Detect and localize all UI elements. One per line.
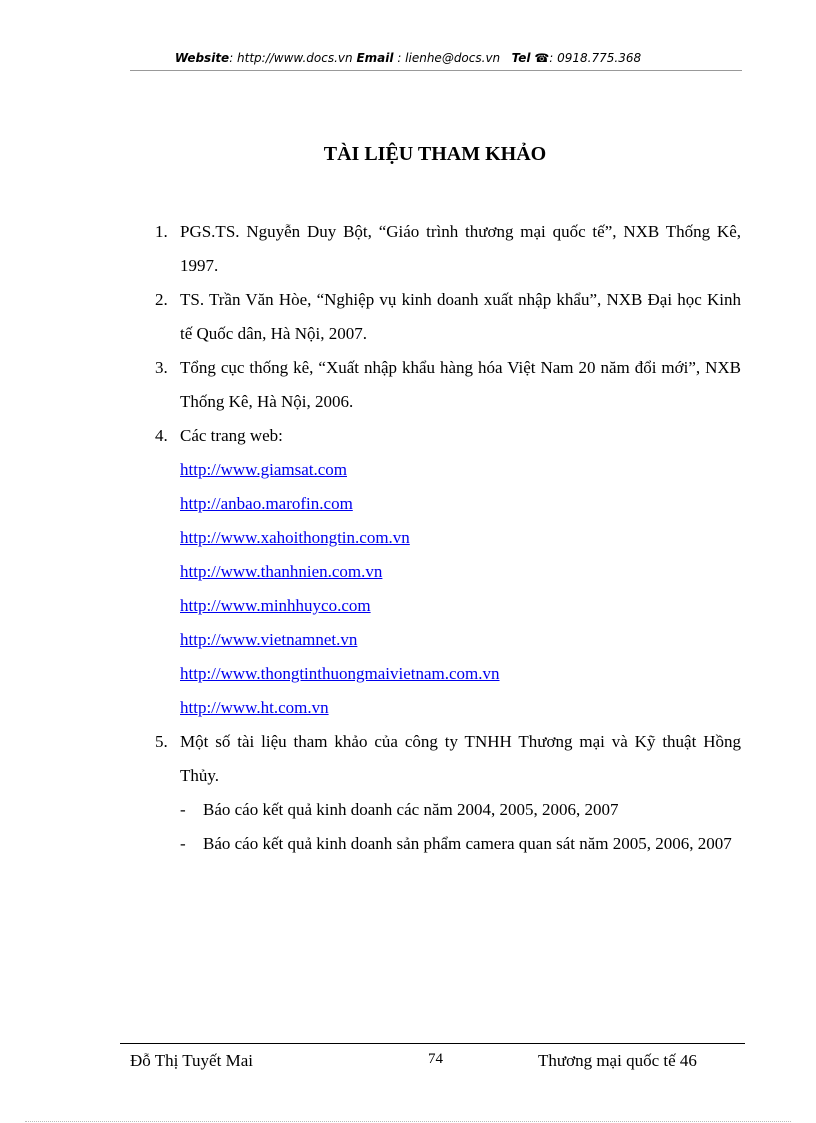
sub-item-text: Báo cáo kết quả kinh doanh các năm 2004, 2005, 2006, 2007 [203,800,619,819]
footer-page-number: 74 [428,1051,443,1067]
page-bottom-border [25,1121,791,1122]
sub-item-text: Báo cáo kết quả kinh doanh sản phẩm camera quan sát năm 2005, 2006, 2007 [203,834,732,853]
website-link[interactable]: http://www.giamsat.com [180,460,347,479]
website-link[interactable]: http://www.thanhnien.com.vn [180,562,383,581]
reference-item-1 [155,215,741,283]
sub-item-2 [180,827,741,861]
reference-text: PGS.TS. Nguyễn Duy Bột, “Giáo trình thương mại quốc tế”, NXB Thống Kê, 1997. [180,222,741,275]
website-link[interactable]: http://www.thongtinthuongmaivietnam.com.vn [180,664,500,683]
dash-bullet: - [180,834,186,853]
website-link[interactable]: http://www.ht.com.vn [180,698,329,717]
phone-icon: ☎ [534,51,550,65]
reference-number: 2. [155,290,168,309]
tel-value: : 0918.775.368 [549,51,642,65]
header-divider [130,70,742,71]
reference-text: Một số tài liệu tham khảo của công ty TNHH Thương mại và Kỹ thuật Hồng Thủy. [180,732,741,785]
reference-item-2 [155,283,741,351]
website-link[interactable]: http://anbao.marofin.com [180,494,353,513]
reference-item-4 [155,419,741,725]
email-label: Email [356,51,394,65]
dash-bullet: - [180,800,186,819]
website-link[interactable]: http://www.minhhuyco.com [180,596,371,615]
tel-label: Tel [511,51,531,65]
page-title: TÀI LIỆU THAM KHẢO [323,143,547,165]
email-value: : lienhe@docs.vn [393,51,501,65]
website-link[interactable]: http://www.vietnamnet.vn [180,630,358,649]
website-value: : http://www.docs.vn [229,51,353,65]
footer-class: Thương mại quốc tế 46 [538,1051,697,1070]
reference-number: 5. [155,732,168,751]
website-label: Website [174,51,230,65]
reference-text: Các trang web: [180,426,283,445]
footer-divider [120,1043,745,1044]
reference-number: 4. [155,426,168,445]
reference-item-5 [155,725,741,793]
footer-author: Đỗ Thị Tuyết Mai [130,1051,253,1070]
reference-number: 1. [155,222,168,241]
reference-number: 3. [155,358,168,377]
page-header [0,51,816,65]
reference-text: Tổng cục thống kê, “Xuất nhập khẩu hàng hóa Việt Nam 20 năm đổi mới”, NXB Thống Kê, Hà Nội, 2006. [180,358,741,411]
reference-text: TS. Trần Văn Hòe, “Nghiệp vụ kinh doanh xuất nhập khẩu”, NXB Đại học Kinh tế Quốc dân, Hà Nội, 2007. [180,290,741,343]
reference-item-3 [155,351,741,419]
reference-list [155,215,741,861]
sub-item-1 [180,793,741,827]
website-link-list [180,453,741,725]
website-link[interactable]: http://www.xahoithongtin.com.vn [180,528,410,547]
